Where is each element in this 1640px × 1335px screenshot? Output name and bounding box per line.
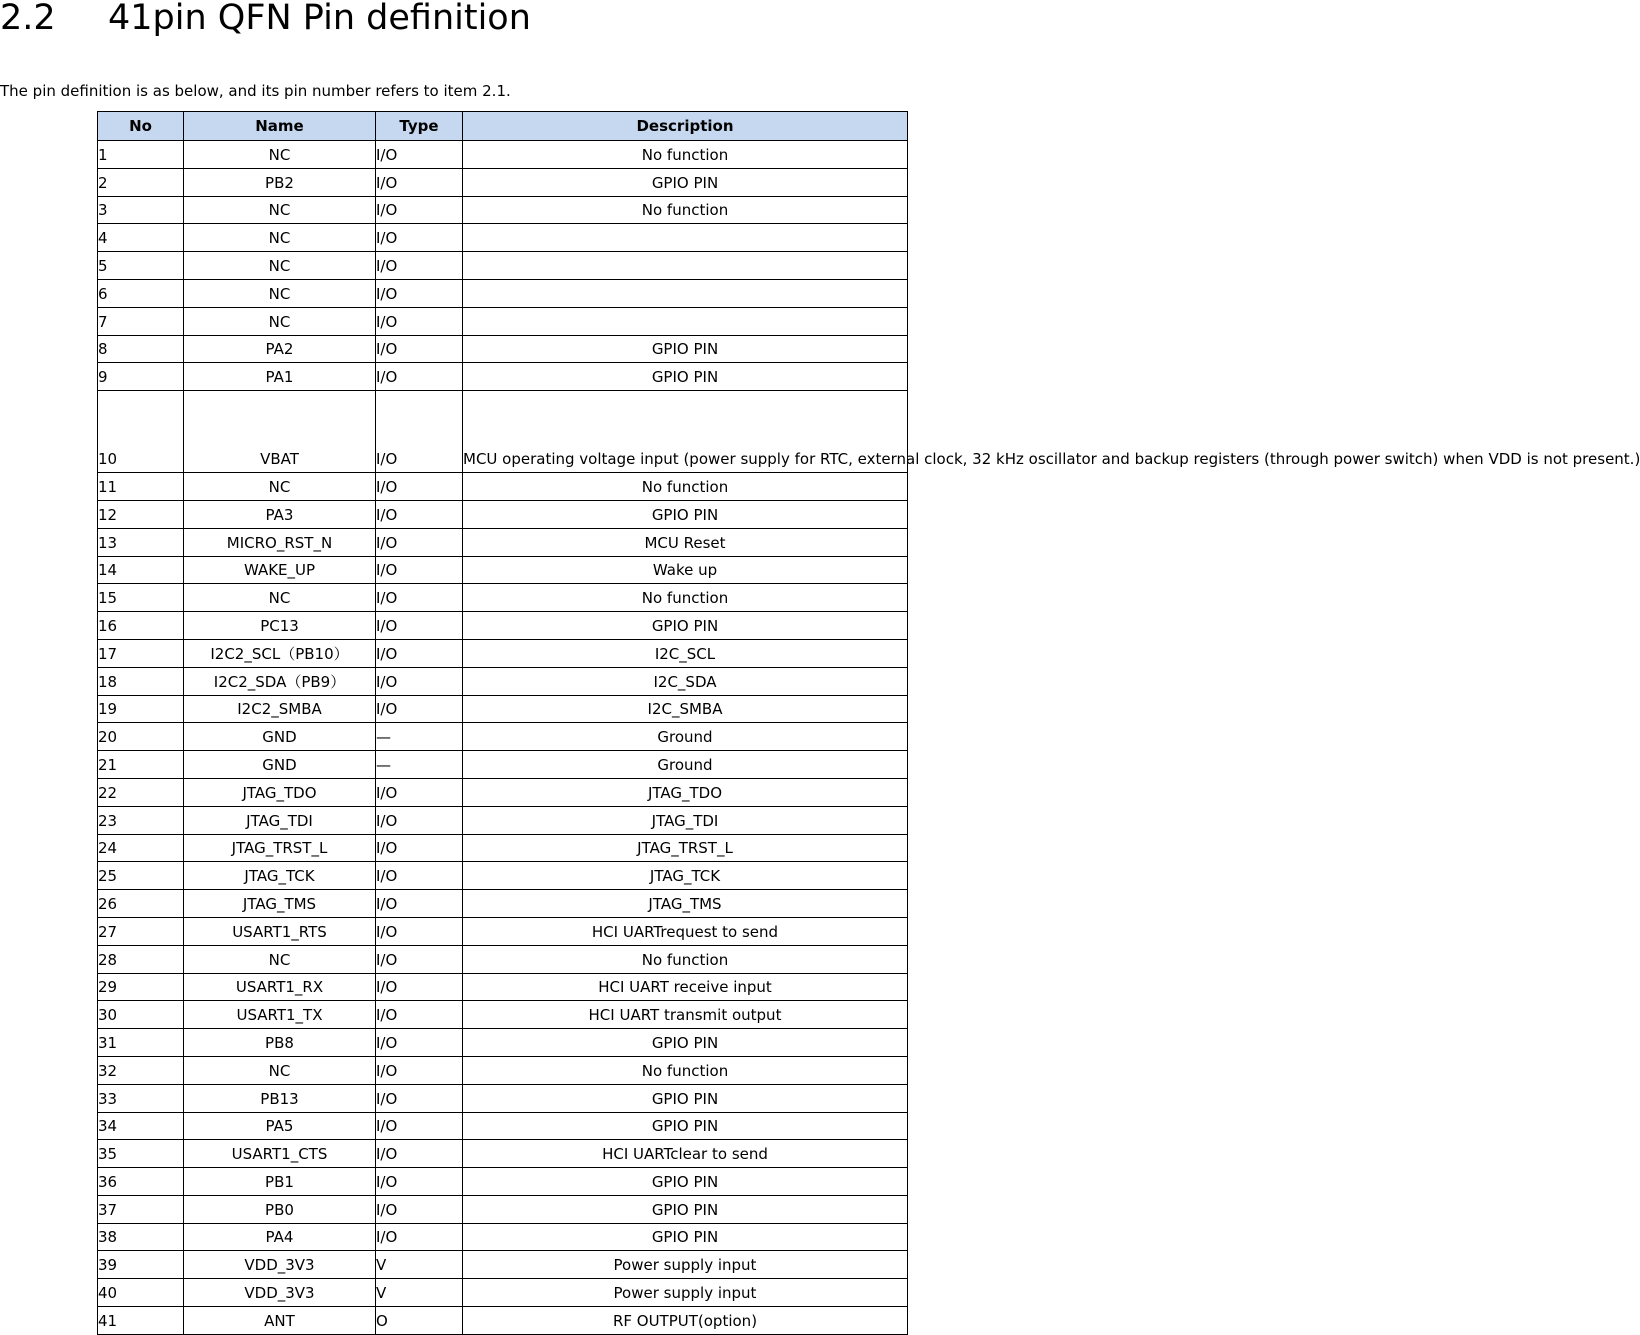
table-row [98,890,908,918]
pin-description-cell: GPIO PIN [463,1112,908,1140]
pin-description-cell: Power supply input [463,1251,908,1279]
pin-number-cell: 14 [98,556,184,584]
section-number: 2.2 [0,0,56,38]
table-row [98,1112,908,1140]
table-row [98,862,908,890]
pin-type-cell: I/O [376,1001,463,1029]
pin-number-cell: 41 [98,1307,184,1335]
table-row [98,584,908,612]
pin-type-cell: I/O [376,141,463,169]
pin-name-cell: NC [184,224,376,252]
pin-name-cell: NC [184,141,376,169]
table-row [98,528,908,556]
pin-type-cell: I/O [376,778,463,806]
pin-type-cell: I/O [376,1112,463,1140]
pin-name-cell: JTAG_TCK [184,862,376,890]
pin-description-cell: HCI UART transmit output [463,1001,908,1029]
pin-number-cell: 33 [98,1084,184,1112]
table-row [98,917,908,945]
pin-number-cell: 3 [98,196,184,224]
table-row [98,1056,908,1084]
table-row [98,806,908,834]
pin-type-cell: — [376,723,463,751]
pin-name-cell: PB8 [184,1029,376,1057]
pin-description-cell: GPIO PIN [463,1029,908,1057]
pin-type-cell: I/O [376,890,463,918]
pin-name-cell: VDD_3V3 [184,1251,376,1279]
pin-number-cell: 18 [98,667,184,695]
pin-number-cell: 39 [98,1251,184,1279]
pin-number-cell: 17 [98,639,184,667]
pin-name-cell: PB0 [184,1195,376,1223]
table-row [98,1029,908,1057]
table-row [98,1307,908,1335]
pin-number-cell: 4 [98,224,184,252]
table-row [98,391,908,473]
pin-description-cell: GPIO PIN [463,500,908,528]
pin-number-cell: 22 [98,778,184,806]
table-row [98,196,908,224]
pin-number-cell: 1 [98,141,184,169]
pin-number-cell: 15 [98,584,184,612]
pin-type-cell: I/O [376,391,463,473]
pin-description-cell: I2C_SMBA [463,695,908,723]
pin-description-cell: GPIO PIN [463,612,908,640]
pin-description-cell: No function [463,584,908,612]
pin-type-cell: I/O [376,528,463,556]
pin-name-cell: PB13 [184,1084,376,1112]
pin-description-cell: JTAG_TRST_L [463,834,908,862]
pin-number-cell: 10 [98,391,184,473]
pin-description-cell: GPIO PIN [463,335,908,363]
pin-name-cell: NC [184,945,376,973]
pin-number-cell: 36 [98,1168,184,1196]
pin-type-cell: V [376,1279,463,1307]
column-header-name: Name [184,112,376,141]
table-row [98,500,908,528]
pin-type-cell: I/O [376,1140,463,1168]
pin-description-cell: JTAG_TDI [463,806,908,834]
pin-name-cell: NC [184,584,376,612]
pin-type-cell: I/O [376,1195,463,1223]
pin-type-cell: I/O [376,862,463,890]
pin-number-cell: 19 [98,695,184,723]
pin-number-cell: 30 [98,1001,184,1029]
pin-number-cell: 5 [98,252,184,280]
pin-name-cell: NC [184,196,376,224]
pin-type-cell: I/O [376,639,463,667]
pin-type-cell: I/O [376,695,463,723]
pin-description-cell [463,252,908,280]
pin-number-cell: 34 [98,1112,184,1140]
column-header-description: Description [463,112,908,141]
pin-number-cell: 27 [98,917,184,945]
pin-type-cell: I/O [376,945,463,973]
pin-name-cell: NC [184,1056,376,1084]
pin-name-cell: I2C2_SCL（PB10） [184,639,376,667]
pin-number-cell: 2 [98,168,184,196]
table-row [98,335,908,363]
pin-description-cell: GPIO PIN [463,1084,908,1112]
table-row [98,1140,908,1168]
pin-type-cell: I/O [376,252,463,280]
table-row [98,834,908,862]
pin-type-cell: I/O [376,335,463,363]
pin-number-cell: 32 [98,1056,184,1084]
pin-number-cell: 28 [98,945,184,973]
table-row [98,695,908,723]
pin-type-cell: I/O [376,612,463,640]
pin-description-cell: GPIO PIN [463,1195,908,1223]
pin-name-cell: I2C2_SMBA [184,695,376,723]
pin-type-cell: V [376,1251,463,1279]
pin-type-cell: I/O [376,584,463,612]
table-row [98,279,908,307]
pin-description-cell: JTAG_TCK [463,862,908,890]
section-heading [0,0,531,42]
table-row [98,363,908,391]
table-row [98,1001,908,1029]
pin-number-cell: 6 [98,279,184,307]
table-row [98,612,908,640]
pin-number-cell: 9 [98,363,184,391]
pin-description-cell: HCI UARTrequest to send [463,917,908,945]
pin-type-cell: I/O [376,1223,463,1251]
column-header-no: No [98,112,184,141]
table-row [98,1223,908,1251]
pin-type-cell: I/O [376,196,463,224]
table-row [98,168,908,196]
table-row [98,307,908,335]
pin-description-cell: Ground [463,751,908,779]
pin-number-cell: 12 [98,500,184,528]
pin-type-cell: I/O [376,279,463,307]
pin-description-cell: MCU operating voltage input (power supply for RTC, external clock, 32 kHz oscillator and backup registers (through power switch) when VDD is not present.) [463,391,908,473]
pin-description-cell: HCI UARTclear to send [463,1140,908,1168]
pin-description-cell: GPIO PIN [463,1168,908,1196]
pin-description-cell: RF OUTPUT(option) [463,1307,908,1335]
pin-name-cell: PA2 [184,335,376,363]
table-row [98,252,908,280]
pin-name-cell: USART1_CTS [184,1140,376,1168]
pin-type-cell: I/O [376,307,463,335]
pin-name-cell: JTAG_TDO [184,778,376,806]
pin-description-cell: I2C_SDA [463,667,908,695]
pin-description-cell: HCI UART receive input [463,973,908,1001]
pin-name-cell: I2C2_SDA（PB9） [184,667,376,695]
pin-type-cell: — [376,751,463,779]
pin-description-cell [463,307,908,335]
table-row [98,723,908,751]
pin-name-cell: PA4 [184,1223,376,1251]
pin-number-cell: 26 [98,890,184,918]
column-header-type: Type [376,112,463,141]
pin-name-cell: JTAG_TRST_L [184,834,376,862]
pin-number-cell: 40 [98,1279,184,1307]
pin-name-cell: PB1 [184,1168,376,1196]
table-row [98,973,908,1001]
pin-description-cell: Ground [463,723,908,751]
table-row [98,751,908,779]
pin-type-cell: I/O [376,1084,463,1112]
table-header-row [98,112,908,141]
table-row [98,224,908,252]
table-row [98,1168,908,1196]
pin-type-cell: I/O [376,500,463,528]
pin-name-cell: PB2 [184,168,376,196]
table-row [98,556,908,584]
pin-type-cell: O [376,1307,463,1335]
pin-description-cell: MCU Reset [463,528,908,556]
pin-type-cell: I/O [376,363,463,391]
pin-name-cell: GND [184,751,376,779]
pin-name-cell: PA1 [184,363,376,391]
pin-type-cell: I/O [376,1029,463,1057]
table-row [98,945,908,973]
table-row [98,639,908,667]
pin-description-cell: Wake up [463,556,908,584]
pin-number-cell: 38 [98,1223,184,1251]
pin-description-cell: GPIO PIN [463,168,908,196]
pin-number-cell: 25 [98,862,184,890]
pin-name-cell: USART1_RTS [184,917,376,945]
pin-description-cell: GPIO PIN [463,1223,908,1251]
pin-name-cell: USART1_RX [184,973,376,1001]
pin-description-cell: No function [463,196,908,224]
pin-number-cell: 35 [98,1140,184,1168]
pin-description-cell: I2C_SCL [463,639,908,667]
pin-type-cell: I/O [376,1056,463,1084]
pin-name-cell: VBAT [184,391,376,473]
table-row [98,1279,908,1307]
pin-number-cell: 7 [98,307,184,335]
pin-name-cell: USART1_TX [184,1001,376,1029]
pin-type-cell: I/O [376,556,463,584]
pin-description-cell: No function [463,141,908,169]
pin-description-cell: GPIO PIN [463,363,908,391]
pin-description-cell: No function [463,945,908,973]
section-title: 41pin QFN Pin definition [108,0,531,38]
pin-name-cell: PA5 [184,1112,376,1140]
table-row [98,778,908,806]
pin-number-cell: 31 [98,1029,184,1057]
table-row [98,667,908,695]
pin-description-cell: JTAG_TMS [463,890,908,918]
pin-name-cell: ANT [184,1307,376,1335]
pin-number-cell: 29 [98,973,184,1001]
pin-definition-table [97,111,1640,1335]
pin-type-cell: I/O [376,667,463,695]
pin-description-cell: No function [463,1056,908,1084]
pin-type-cell: I/O [376,834,463,862]
pin-type-cell: I/O [376,917,463,945]
pin-name-cell: JTAG_TMS [184,890,376,918]
pin-number-cell: 13 [98,528,184,556]
pin-name-cell: JTAG_TDI [184,806,376,834]
table-row [98,1195,908,1223]
pin-number-cell: 21 [98,751,184,779]
table-row [98,1084,908,1112]
pin-type-cell: I/O [376,224,463,252]
pin-name-cell: PA3 [184,500,376,528]
pin-number-cell: 16 [98,612,184,640]
pin-number-cell: 24 [98,834,184,862]
pin-description-cell: No function [463,473,908,501]
table-row [98,473,908,501]
pin-name-cell: WAKE_UP [184,556,376,584]
pin-number-cell: 11 [98,473,184,501]
pin-number-cell: 8 [98,335,184,363]
pin-type-cell: I/O [376,973,463,1001]
table-row [98,141,908,169]
pin-rows [98,141,1640,1335]
pin-name-cell: GND [184,723,376,751]
pin-type-cell: I/O [376,806,463,834]
pin-name-cell: NC [184,307,376,335]
pin-name-cell: NC [184,252,376,280]
pin-name-cell: NC [184,279,376,307]
table-row [98,1251,908,1279]
pin-type-cell: I/O [376,473,463,501]
pin-number-cell: 37 [98,1195,184,1223]
pin-name-cell: NC [184,473,376,501]
pin-number-cell: 20 [98,723,184,751]
pin-name-cell: VDD_3V3 [184,1279,376,1307]
pin-name-cell: MICRO_RST_N [184,528,376,556]
pin-description-cell [463,224,908,252]
pin-description-cell: JTAG_TDO [463,778,908,806]
pin-name-cell: PC13 [184,612,376,640]
pin-type-cell: I/O [376,1168,463,1196]
intro-text: The pin definition is as below, and its pin number refers to item 2.1. [0,82,511,100]
pin-number-cell: 23 [98,806,184,834]
pin-description-cell: Power supply input [463,1279,908,1307]
pin-type-cell: I/O [376,168,463,196]
pin-description-cell [463,279,908,307]
